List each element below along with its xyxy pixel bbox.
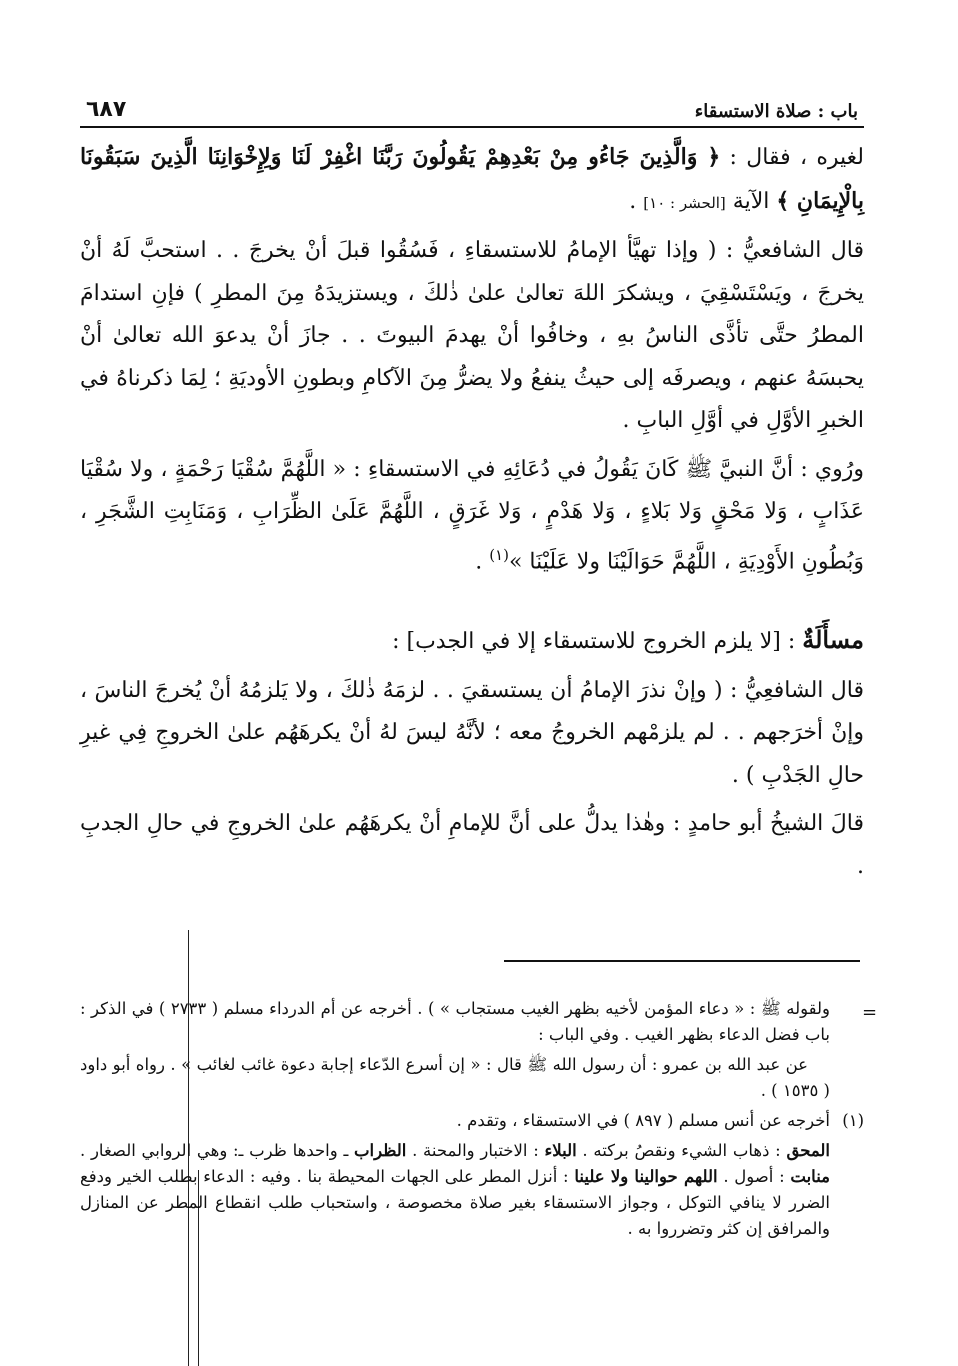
footnote-1-mark: (١): [842, 1111, 864, 1130]
footnote-1: [80, 1108, 864, 1246]
footnote-cont-1: ولقوله ﷺ : « دعاء المؤمن لأخيه بظهر الغيب مستجاب » ) . أخرجه عن أم الدرداء مسلم ( ٢٧٣٣ ) في الذكر : باب فضل الدعاء بظهر الغيب . وفي الباب :: [80, 999, 830, 1044]
gloss-def-zirab: ـ واحدها ظرب ـ: وهي الروابي الصغار .: [80, 1141, 354, 1160]
footnote-separator: [504, 960, 860, 962]
footnote-1-glossary: [80, 1138, 830, 1242]
gloss-def-hawalayna: : أنزل المطر على الجهات المحيطة بنا . وفيه : الدعاء بطلب الخير ودفع الضرر لا ينافي التوكل ، وجواز الاستسقاء بغير صلاة مخصوصة ، واستحباب طلب انقطاع المطر عن المنازل والمرافق إن كثر وتضرروا به .: [80, 1167, 830, 1238]
verse-reference: [الحشر : ١٠]: [643, 193, 726, 212]
p3-end: .: [475, 548, 490, 574]
running-header: [80, 88, 864, 128]
gloss-term-hawalayna: اللهم حوالينا ولا علينا: [574, 1167, 718, 1186]
footnote-1-text: أخرجه عن أنس مسلم ( ٨٩٧ ) في الاستسقاء ، وتقدم .: [456, 1111, 830, 1130]
p1-intro: لغيره ، فقال :: [720, 145, 864, 170]
gloss-def-bala: : الاختبار والمحنة .: [406, 1141, 545, 1160]
hadith-text: ورُوي : أنَّ النبيَّ ﷺ كَانَ يَقُولُ في دُعَائِهِ في الاستسقاءِ : « اللَّهُمَّ سُقْيَا رَحْمَةٍ ، ولا سُقْيَا عَذَابٍ ، وَلا مَحْقٍ وَلا بَلاءٍ ، وَلا هَدْمٍ ، وَلا غَرَقٍ ، اللَّهُمَّ عَلَىٰ الظِّرَابِ ، وَمَنَابِتِ الشَّجَرِ ، وَبُطُونِ الأَوْدِيَةِ ، اللَّهُمَّ حَوَالَيْنَا ولا عَلَيْنَا »: [80, 456, 864, 574]
gloss-def-mahq: : ذهاب الشيء ونقصُ بركته .: [576, 1141, 787, 1160]
gloss-term-bala: البلاء: [544, 1141, 577, 1160]
page-body: [80, 88, 864, 894]
paragraph-nadhr: قال الشافعِيُّ : ( وإنْ نذرَ الإمامُ أن يستسقيَ . . لزمَهُ ذٰلكَ ، ولا يَلزمُهُ أنْ يُخرجَ الناسَ ، وإنْ أخرَجهم . . لم يلزمْهم الخروجُ معه ؛ لأنَّهُ ليسَ لهُ أنْ يكرهَهُم علىٰ الخروجِ فِي غيرِ حالِ الجَدْبِ ) .: [80, 677, 864, 788]
paragraph-quran-citation: [80, 136, 864, 224]
paragraph-hadith-dua: [80, 449, 864, 584]
masala-heading: [80, 619, 864, 664]
masala-label: مسأَلَةٌ: [802, 625, 864, 655]
main-text: [80, 136, 864, 888]
p1-end: .: [629, 188, 644, 214]
chapter-title: باب : صلاة الاستسقاء: [694, 101, 858, 122]
footnote-cont-2: عن عبد الله بن عمرو : أن رسول الله ﷺ قال : « إن أسرع الدّعاء إجابة دعوة غائب لغائب » . رواه أبو داود ( ١٥٣٥ ) .: [80, 1055, 830, 1100]
gloss-term-mahq: المحق: [786, 1141, 830, 1160]
p1-aya: الآية: [725, 188, 777, 214]
paragraph-shafii-rain: قال الشافعيُّ : ( وإذا تهيَّأ الإمامُ للاستسقاءِ ، فَسُقُوا قبلَ أنْ يخرجَ . . استحبَّ لَهُ أنْ يخرجَ ، ويَسْتَسْقِيَ ، ويشكرَ اللهَ تعالىٰ علىٰ ذٰلكَ ، ويستزيدَهُ مِنَ المطرِ ) فإنِ استدامَ المطرُ حتَّى تأذَّى الناسُ بهِ ، وخافُوا أنْ يهدمَ البيوتَ . . جازَ أنْ يدعوَ الله تعالىٰ أنْ يحبسَهُ عنهم ، ويصرفَه إلى حيثُ ينفعُ ولا يضرُّ مِنَ الآكامِ وبطونِ الأوديَةِ ؛ لِمَا ذكرناهُ في الخبرِ الأوَّلِ في أوَّلِ البابِ .: [80, 238, 864, 433]
masala-title: : [لا يلزم الخروج للاستسقاء إلا في الجدب] :: [392, 629, 803, 655]
gloss-term-manabit: منابت: [790, 1167, 831, 1186]
gloss-term-zirab: الظراب: [354, 1141, 407, 1160]
paragraph-abu-hamid: قالَ الشيخُ أبو حامدٍ : وهٰذا يدلُّ على أنَّ للإمامِ أنْ يكرهَهُم علىٰ الخروجِ في حالِ الجدبِ .: [80, 811, 864, 879]
footnote-continued: [80, 996, 864, 1108]
footnote-ref-1: (١): [489, 545, 509, 564]
page-number: ٦٨٧: [86, 97, 127, 122]
gloss-def-manabit: : أصول .: [717, 1167, 791, 1186]
quran-verse: ﴿ وَالَّذِينَ جَاءُو مِنْ بَعْدِهِمْ يَقُولُونَ رَبَّنَا اغْفِرْ لَنَا وَلِإِخْوَانِنَا الَّذِينَ سَبَقُونَا بِالْإِيمَانِ ﴾: [80, 144, 864, 214]
footnotes: [80, 996, 864, 1246]
continuation-mark: =: [862, 1002, 878, 1023]
